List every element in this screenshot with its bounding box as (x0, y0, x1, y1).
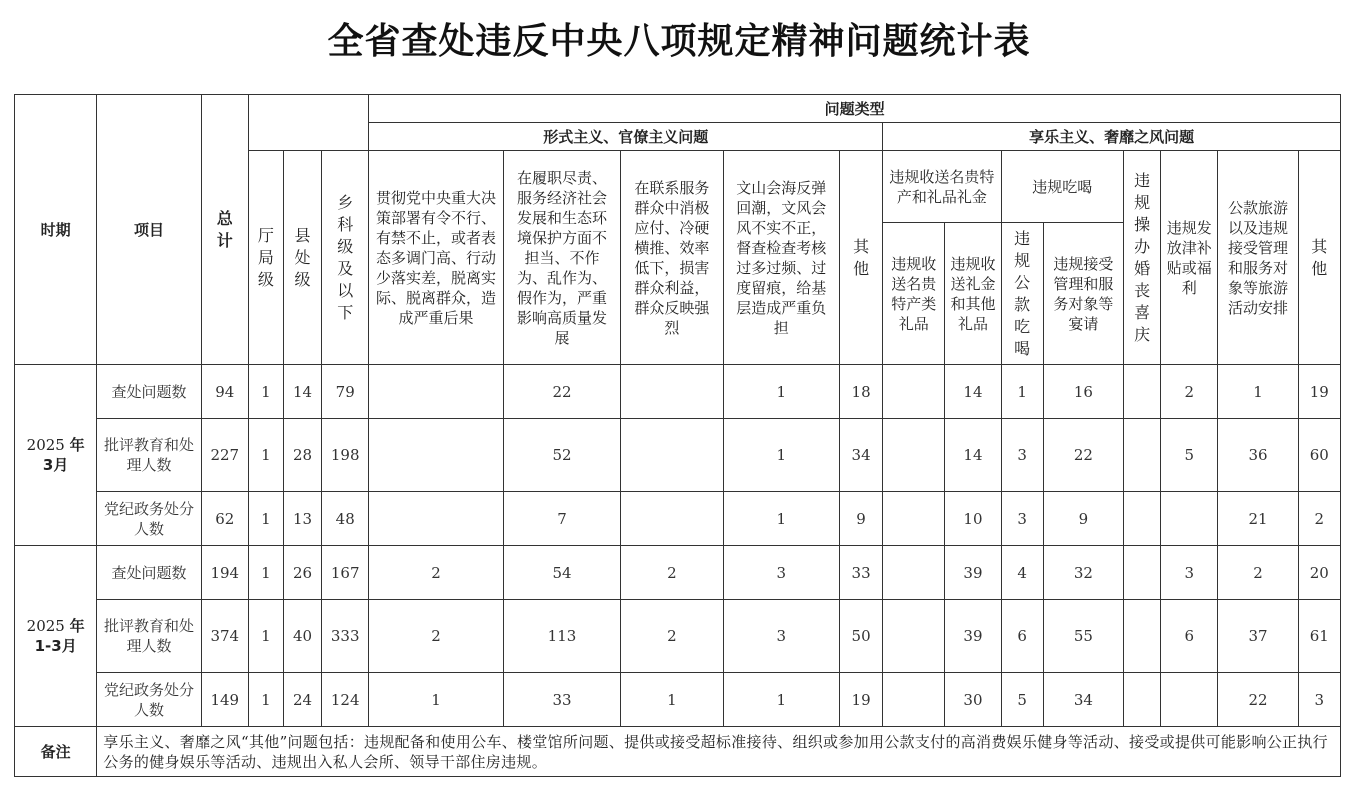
cell-eat2: 34 (1043, 673, 1123, 727)
cell-gift2: 39 (945, 600, 1001, 673)
cell-f-other: 50 (840, 600, 883, 673)
header-eat2: 违规接受管理和服务对象等宴请 (1043, 223, 1123, 365)
cell-f1: 2 (369, 546, 503, 600)
header-travel: 公款旅游以及违规接受管理和服务对象等旅游活动安排 (1218, 151, 1298, 365)
header-level-ting: 厅局级 (248, 151, 283, 365)
cell-xiang: 48 (322, 492, 369, 546)
cell-ting: 1 (248, 365, 283, 419)
cell-xian: 13 (283, 492, 321, 546)
cell-wedding (1124, 600, 1161, 673)
header-eat-group: 违规吃喝 (1001, 151, 1123, 223)
header-period: 时期 (15, 95, 97, 365)
cell-gift2: 39 (945, 546, 1001, 600)
statistics-table (14, 94, 1341, 777)
table-row (15, 365, 1341, 419)
cell-allowance: 6 (1161, 600, 1218, 673)
cell-total: 149 (201, 673, 248, 727)
cell-ting: 1 (248, 600, 283, 673)
cell-xian: 14 (283, 365, 321, 419)
cell-gift1 (883, 365, 945, 419)
header-gift1: 违规收送名贵特产类礼品 (883, 223, 945, 365)
period-label: 2025 年 3月 (15, 365, 97, 546)
cell-f2: 52 (503, 419, 620, 492)
header-eat1: 违规公款吃喝 (1001, 223, 1043, 365)
note-label: 备注 (15, 727, 97, 777)
cell-xian: 28 (283, 419, 321, 492)
table-row (15, 673, 1341, 727)
header-group-formalism: 形式主义、官僚主义问题 (369, 123, 883, 151)
cell-gift1 (883, 546, 945, 600)
cell-f2: 54 (503, 546, 620, 600)
cell-f-other: 19 (840, 673, 883, 727)
cell-gift2: 30 (945, 673, 1001, 727)
cell-h-other: 20 (1298, 546, 1340, 600)
row-item-label: 查处问题数 (97, 546, 201, 600)
cell-eat2: 9 (1043, 492, 1123, 546)
cell-eat1: 3 (1001, 419, 1043, 492)
cell-total: 94 (201, 365, 248, 419)
header-gift-group: 违规收送名贵特产和礼品礼金 (883, 151, 1001, 223)
cell-allowance: 5 (1161, 419, 1218, 492)
header-total: 总计 (201, 95, 248, 365)
cell-gift1 (883, 492, 945, 546)
header-allowance: 违规发放津补贴或福利 (1161, 151, 1218, 365)
header-problem-type: 问题类型 (369, 95, 1341, 123)
cell-f1 (369, 419, 503, 492)
cell-f1 (369, 365, 503, 419)
header-gift2: 违规收送礼金和其他礼品 (945, 223, 1001, 365)
cell-f2: 113 (503, 600, 620, 673)
cell-f4: 3 (723, 546, 839, 600)
cell-f3 (621, 492, 723, 546)
cell-gift1 (883, 600, 945, 673)
cell-h-other: 19 (1298, 365, 1340, 419)
cell-f2: 33 (503, 673, 620, 727)
cell-f3 (621, 365, 723, 419)
cell-h-other: 61 (1298, 600, 1340, 673)
cell-f-other: 34 (840, 419, 883, 492)
cell-h-other: 60 (1298, 419, 1340, 492)
table-row (15, 492, 1341, 546)
cell-eat2: 16 (1043, 365, 1123, 419)
cell-allowance (1161, 492, 1218, 546)
cell-ting: 1 (248, 673, 283, 727)
row-item-label: 党纪政务处分人数 (97, 673, 201, 727)
cell-xian: 24 (283, 673, 321, 727)
cell-wedding (1124, 546, 1161, 600)
table-row (15, 600, 1341, 673)
cell-h-other: 3 (1298, 673, 1340, 727)
page-title: 全省查处违反中央八项规定精神问题统计表 (327, 21, 1031, 62)
header-f2: 在履职尽责、服务经济社会发展和生态环境保护方面不担当、不作为、乱作为、假作为，严重影响高质量发展 (503, 151, 620, 365)
cell-wedding (1124, 419, 1161, 492)
row-item-label: 批评教育和处理人数 (97, 600, 201, 673)
header-wedding: 违规操办婚丧喜庆 (1124, 151, 1161, 365)
header-group-hedonism: 享乐主义、奢靡之风问题 (883, 123, 1341, 151)
cell-xiang: 167 (322, 546, 369, 600)
cell-travel: 37 (1218, 600, 1298, 673)
cell-gift1 (883, 673, 945, 727)
cell-f4: 3 (723, 600, 839, 673)
cell-travel: 2 (1218, 546, 1298, 600)
cell-eat1: 1 (1001, 365, 1043, 419)
cell-f3: 2 (621, 546, 723, 600)
cell-f4: 1 (723, 492, 839, 546)
cell-total: 62 (201, 492, 248, 546)
cell-travel: 36 (1218, 419, 1298, 492)
cell-xiang: 79 (322, 365, 369, 419)
cell-wedding (1124, 365, 1161, 419)
cell-h-other: 2 (1298, 492, 1340, 546)
header-item: 项目 (97, 95, 201, 365)
cell-eat1: 3 (1001, 492, 1043, 546)
row-item-label: 查处问题数 (97, 365, 201, 419)
table-row (15, 546, 1341, 600)
row-item-label: 党纪政务处分人数 (97, 492, 201, 546)
cell-eat1: 6 (1001, 600, 1043, 673)
cell-eat1: 4 (1001, 546, 1043, 600)
cell-f4: 1 (723, 365, 839, 419)
cell-xian: 26 (283, 546, 321, 600)
cell-eat2: 22 (1043, 419, 1123, 492)
cell-f1: 2 (369, 600, 503, 673)
cell-eat2: 32 (1043, 546, 1123, 600)
data-body (15, 365, 1341, 727)
cell-gift1 (883, 419, 945, 492)
cell-f1 (369, 492, 503, 546)
cell-xiang: 198 (322, 419, 369, 492)
cell-f2: 22 (503, 365, 620, 419)
cell-f3: 2 (621, 600, 723, 673)
cell-xian: 40 (283, 600, 321, 673)
cell-travel: 21 (1218, 492, 1298, 546)
cell-f4: 1 (723, 419, 839, 492)
cell-f4: 1 (723, 673, 839, 727)
cell-f3: 1 (621, 673, 723, 727)
cell-gift2: 14 (945, 365, 1001, 419)
cell-gift2: 14 (945, 419, 1001, 492)
cell-f-other: 18 (840, 365, 883, 419)
cell-allowance (1161, 673, 1218, 727)
cell-f1: 1 (369, 673, 503, 727)
cell-total: 227 (201, 419, 248, 492)
cell-xiang: 124 (322, 673, 369, 727)
cell-wedding (1124, 492, 1161, 546)
table-row (15, 419, 1341, 492)
header-level-xian: 县处级 (283, 151, 321, 365)
header-f4: 文山会海反弹回潮，文风会风不实不正，督查检查考核过多过频、过度留痕，给基层造成严重负担 (723, 151, 839, 365)
cell-eat1: 5 (1001, 673, 1043, 727)
cell-f2: 7 (503, 492, 620, 546)
header-f1: 贯彻党中央重大决策部署有令不行、有禁不止，或者表态多调门高、行动少落实差，脱离实际、脱离群众，造成严重后果 (369, 151, 503, 365)
header-f-other: 其他 (840, 151, 883, 365)
cell-f-other: 9 (840, 492, 883, 546)
cell-gift2: 10 (945, 492, 1001, 546)
note-text: 享乐主义、奢靡之风“其他”问题包括：违规配备和使用公车、楼堂馆所问题、提供或接受超标准接待、组织或参加用公款支付的高消费娱乐健身等活动、接受或提供可能影响公正执行公务的健身娱乐等活动、违规出入私人会所、领导干部住房违规。 (97, 727, 1341, 777)
cell-xiang: 333 (322, 600, 369, 673)
cell-total: 194 (201, 546, 248, 600)
row-item-label: 批评教育和处理人数 (97, 419, 201, 492)
cell-ting: 1 (248, 546, 283, 600)
cell-f-other: 33 (840, 546, 883, 600)
header-f3: 在联系服务群众中消极应付、冷硬横推、效率低下，损害群众利益，群众反映强烈 (621, 151, 723, 365)
cell-eat2: 55 (1043, 600, 1123, 673)
cell-allowance: 3 (1161, 546, 1218, 600)
cell-f3 (621, 419, 723, 492)
cell-allowance: 2 (1161, 365, 1218, 419)
cell-ting: 1 (248, 492, 283, 546)
header-level-xiang: 乡科级及以下 (322, 151, 369, 365)
cell-ting: 1 (248, 419, 283, 492)
period-label: 2025 年 1-3月 (15, 546, 97, 727)
cell-travel: 1 (1218, 365, 1298, 419)
header-h-other: 其他 (1298, 151, 1340, 365)
cell-total: 374 (201, 600, 248, 673)
cell-travel: 22 (1218, 673, 1298, 727)
header-level-blank (248, 95, 368, 151)
cell-wedding (1124, 673, 1161, 727)
